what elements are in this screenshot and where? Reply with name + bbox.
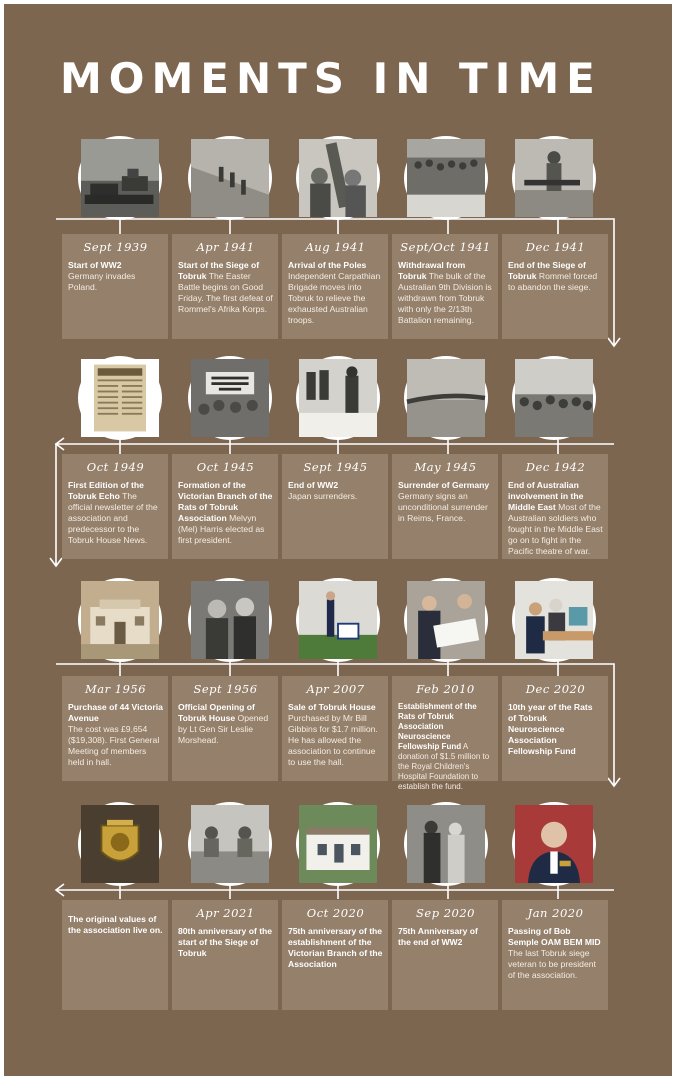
timeline-poster bbox=[4, 4, 672, 1076]
event-card bbox=[62, 900, 168, 1010]
event-heading: End of the Siege of Tobruk bbox=[508, 260, 586, 281]
event-heading: Sale of Tobruk House bbox=[288, 702, 376, 712]
event-card bbox=[392, 234, 498, 339]
association-badge-photo bbox=[78, 802, 162, 886]
event-text: Independent Carpathian Brigade moves into Tobruk to relieve the exhausted Australian troops. bbox=[288, 271, 381, 325]
event-heading: Official Opening of Tobruk House bbox=[178, 702, 255, 723]
soldiers-hillside-photo bbox=[188, 136, 272, 220]
auction-sign-photo bbox=[296, 578, 380, 662]
event-text: Germany signs an unconditional surrender in Reims, France. bbox=[398, 491, 488, 523]
event-date: Oct 1949 bbox=[86, 460, 145, 474]
event-heading: Surrender of Germany bbox=[398, 480, 490, 490]
event-heading: The original values of the association live on. bbox=[68, 914, 163, 935]
rats-of-tobruk-march-photo bbox=[188, 356, 272, 440]
event-date: Sep 2020 bbox=[416, 906, 475, 920]
event-date: May 1945 bbox=[414, 460, 477, 474]
event-heading: Passing of Bob Semple OAM BEM MID bbox=[508, 926, 601, 947]
event-card bbox=[392, 676, 498, 791]
event-heading: Start of the Siege of Tobruk bbox=[178, 260, 260, 281]
tobruk-house-photo bbox=[78, 578, 162, 662]
soldier-gun-photo bbox=[512, 136, 596, 220]
event-heading: Formation of the Victorian Branch of the Rats of Tobruk Association bbox=[178, 480, 273, 523]
event-heading: 75th Anniversary of the end of WW2 bbox=[398, 926, 478, 947]
celebration-crowd-photo bbox=[404, 802, 488, 886]
column-march-photo bbox=[404, 356, 488, 440]
crowded-ship-photo bbox=[512, 356, 596, 440]
event-card bbox=[392, 900, 498, 1010]
event-card bbox=[502, 454, 608, 559]
event-card bbox=[172, 454, 278, 559]
event-text: Purchased by Mr Bill Gibbins for $1.7 million. He has allowed the association to continue to use the hall. bbox=[288, 713, 378, 767]
event-heading: 75th anniversary of the establishment of the Victorian Branch of the Association bbox=[288, 926, 383, 969]
event-heading: End of WW2 bbox=[288, 480, 339, 490]
event-text: Rommel forced to abandon the siege. bbox=[508, 271, 598, 292]
event-heading: 80th anniversary of the start of the Siege of Tobruk bbox=[178, 926, 273, 958]
event-card bbox=[172, 900, 278, 1010]
event-card bbox=[282, 234, 388, 339]
event-heading: Arrival of the Poles bbox=[288, 260, 367, 270]
newspaper-photo bbox=[78, 356, 162, 440]
event-card bbox=[62, 676, 168, 781]
event-text: Melvyn (Mel) Harris elected as first president. bbox=[178, 513, 265, 545]
event-card bbox=[502, 676, 608, 781]
event-date: Dec 1941 bbox=[525, 240, 586, 254]
event-date: Apr 1941 bbox=[196, 240, 255, 254]
meeting-table-photo bbox=[512, 578, 596, 662]
soldiers-trench-photo bbox=[188, 802, 272, 886]
event-heading: Purchase of 44 Victoria Avenue bbox=[68, 702, 163, 723]
event-heading: Establishment of the Rats of Tobruk Association Neuroscience Fellowship Fund bbox=[398, 702, 477, 751]
event-card bbox=[282, 676, 388, 781]
troops-ship-photo bbox=[404, 136, 488, 220]
event-card bbox=[502, 900, 608, 1010]
event-heading: End of Australian involvement in the Middle East bbox=[508, 480, 584, 512]
event-date: Mar 1956 bbox=[84, 682, 147, 696]
event-text: The cost was £9,654 ($19,308). First General Meeting of members held in hall. bbox=[68, 724, 160, 767]
opening-crowd-photo bbox=[188, 578, 272, 662]
event-date: Dec 2020 bbox=[525, 682, 586, 696]
page-title: MOMENTS IN TIME bbox=[60, 54, 602, 103]
event-card bbox=[62, 234, 168, 339]
cheque-presentation-photo bbox=[404, 578, 488, 662]
event-text: Opened by Lt Gen Sir Leslie Morshead. bbox=[178, 713, 269, 745]
event-date: Apr 2007 bbox=[306, 682, 365, 696]
event-text: Germany invades Poland. bbox=[68, 271, 136, 292]
event-date: Sept 1939 bbox=[83, 240, 148, 254]
event-date: Oct 1945 bbox=[196, 460, 255, 474]
event-heading: First Edition of the Tobruk Echo bbox=[68, 480, 144, 501]
event-card bbox=[172, 676, 278, 781]
tanks-parade-photo bbox=[78, 136, 162, 220]
event-date: Jan 2020 bbox=[527, 906, 584, 920]
event-date: Sept/Oct 1941 bbox=[400, 240, 491, 254]
event-card bbox=[502, 234, 608, 339]
event-text: Most of the Australian soldiers who fought in the Middle East go on to fight in the Pacific theatre of war. bbox=[508, 502, 603, 556]
event-heading: Start of WW2 bbox=[68, 260, 122, 270]
event-text: The official newsletter of the association and predecessor to the Tobruk House News. bbox=[68, 491, 158, 545]
event-date: Apr 2021 bbox=[196, 906, 255, 920]
event-card bbox=[392, 454, 498, 559]
event-heading: Withdrawal from Tobruk bbox=[398, 260, 466, 281]
event-text: The last Tobruk siege veteran to be president of the association. bbox=[508, 948, 596, 980]
event-date: Oct 2020 bbox=[306, 906, 365, 920]
veteran-portrait-photo bbox=[512, 802, 596, 886]
event-card bbox=[282, 454, 388, 559]
event-date: Dec 1942 bbox=[525, 460, 586, 474]
hall-building-photo bbox=[296, 802, 380, 886]
event-text: Japan surrenders. bbox=[288, 491, 358, 501]
event-card bbox=[172, 234, 278, 339]
event-date: Aug 1941 bbox=[305, 240, 366, 254]
soldiers-shells-photo bbox=[296, 136, 380, 220]
event-text: A donation of $1.5 million to the Royal Children's Hospital Foundation to establish the fund. bbox=[398, 742, 490, 791]
event-date: Feb 2010 bbox=[416, 682, 475, 696]
event-card bbox=[62, 454, 168, 559]
event-text: The bulk of the Australian 9th Division is withdrawn from Tobruk with only the 2/13th Battalion remaining. bbox=[398, 271, 492, 325]
event-heading: 10th year of the Rats of Tobruk Neuroscience Association Fellowship Fund bbox=[508, 702, 593, 756]
event-date: Sept 1956 bbox=[193, 682, 258, 696]
surrender-signing-photo bbox=[296, 356, 380, 440]
event-card bbox=[282, 900, 388, 1010]
event-text: The Easter Battle begins on Good Friday. The first defeat of Rommel's Afrika Korps. bbox=[178, 271, 273, 314]
event-date: Sept 1945 bbox=[303, 460, 368, 474]
